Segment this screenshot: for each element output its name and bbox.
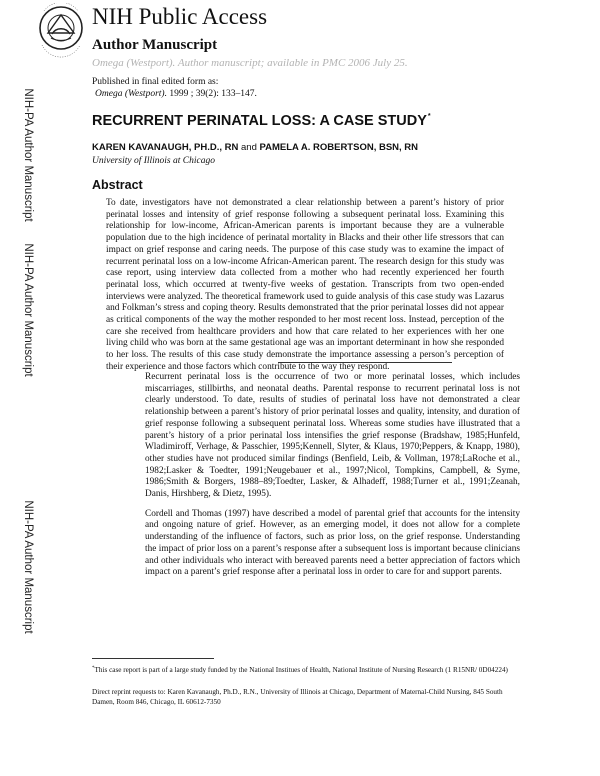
footnote-divider (92, 658, 214, 659)
body-text (145, 372, 520, 587)
author-manuscript-label: Author Manuscript (92, 37, 218, 53)
body-paragraph-2: Cordell and Thomas (1997) have described a model of parental grief that accounts for the intensity and ongoing nature of grief. However, as an emerging model, it does not allow for a complete understanding of the influence of factors, such as prior loss, on the grief response. Understanding the impact of prior loss on a parent’s response after a subsequent loss is important because clinicians and other individuals who interact with bereaved parents need a better appreciation of factors which impact on a parent’s grief response after a perinatal loss in order to care for and support parents. (145, 508, 520, 578)
side-watermark-text: NIH-PA Author Manuscript (22, 500, 34, 634)
paper-title-text: RECURRENT PERINATAL LOSS: A CASE STUDY (92, 113, 427, 129)
citation-details: 1999 ; 39(2): 133–147. (166, 89, 257, 99)
author-conjunction: and (238, 142, 260, 153)
nih-public-access-title: NIH Public Access (92, 4, 268, 29)
side-watermark-3 (21, 492, 35, 642)
publication-info (92, 76, 257, 100)
footnote-text: This case report is part of a large study funded by the National Institues of Health, National Institute of Nursing Research (1 R15NR/ 0D04224) (94, 666, 508, 674)
author-2: PAMELA A. ROBERTSON, BSN, RN (259, 142, 419, 153)
section-divider (278, 362, 452, 363)
author-1: KAREN KAVANAUGH, PH.D., RN (92, 142, 239, 153)
funding-footnote (92, 664, 516, 676)
affiliation: University of Illinois at Chicago (92, 156, 215, 166)
side-watermark-text: NIH-PA Author Manuscript (22, 243, 34, 377)
body-paragraph-1: Recurrent perinatal loss is the occurrence of two or more perinatal losses, which includes miscarriages, stillbirths, and neonatal deaths. Parental response to recurrent perinatal loss is not clearly understood. To date, results of studies of perinatal loss have not demonstrated a clear relationship between a parent’s history of prior perinatal losses and quality, intensity, and duration of grief response following a subsequent perinatal loss. Whereas some studies have illustrated that a parent’s history of a prior perinatal loss intensifies the grief response (Bradshaw, 1985;Hunfeld, Wladimiroff, Verhage, & Passchier, 1995;Kennell, Slyter, & Klaus, 1970;Peppers, & Knapp, 1980), other studies have not produced similar findings (Benfield, Leib, & Vollman, 1978;LaRoche et al., 1982;Lasker & Toedter, 1991;Neugebauer et al., 1997;Nicol, Tompkins, Campbell, & Syme, 1986;Smith & Borgers, 1988–89;Toedter, Lasker, & Alhadeff, 1988;Turner et al., 1991;Zeanah, Danis, Hirshberg, & Dietz, 1995). (145, 372, 520, 500)
citation (92, 88, 257, 100)
side-watermark-text: NIH-PA Author Manuscript (22, 88, 34, 222)
side-watermark-2 (21, 235, 35, 385)
side-watermark-1 (21, 80, 35, 230)
reprint-requests: Direct reprint requests to: Karen Kavanaugh, Ph.D., R.N., University of Illinois at Chicago, Department of Maternal-Child Nursing, 845 South Damen, Room 846, Chicago, IL 60612-7350 (92, 688, 503, 706)
author-line (92, 142, 418, 154)
paper-title (92, 108, 431, 130)
footnote-mark: * (92, 666, 95, 671)
nih-seal-logo (38, 3, 84, 69)
published-label: Published in final edited form as: (92, 77, 219, 87)
abstract-heading: Abstract (92, 178, 143, 192)
abstract-text: To date, investigators have not demonstrated a clear relationship between a parent’s history of prior perinatal losses and intensity of grief response following a subsequent perinatal loss. Examining this relationship for low-income, African-American parents is important because they are a vulnerable population due to the high incidence of perinatal mortality in Blacks and their other life stressors that can impact on grief response and caring needs. The purpose of this case study was to examine the impact of recurrent perinatal loss on a low-income African-American parent. The research design for this study was case report, using interview data collected from a mother who had recently experienced her fourth perinatal loss, which occurred at twenty-five weeks of gestation. Transcripts from two open-ended interviews were analyzed. The theoretical framework used to guide analysis of this case study was Lazarus and Folkman’s stress and coping theory. Results demonstrated that the prior perinatal losses did not appear as critical components of the way the mother responded to her most recent loss. Instead, perception of the care she received from healthcare providers and how that care related to her experiences with her one living child who was born at the same gestational age was an important determinant in how she responded to her loss. The results of this case study demonstrate the importance assessing a person’s perception of their experience and those factors which contribute to the way they respond. (106, 198, 504, 372)
title-footnote-mark: * (427, 113, 431, 120)
journal-name: Omega (Westport). (95, 89, 167, 99)
availability-note: Omega (Westport). Author manuscript; available in PMC 2006 July 25. (92, 57, 408, 69)
